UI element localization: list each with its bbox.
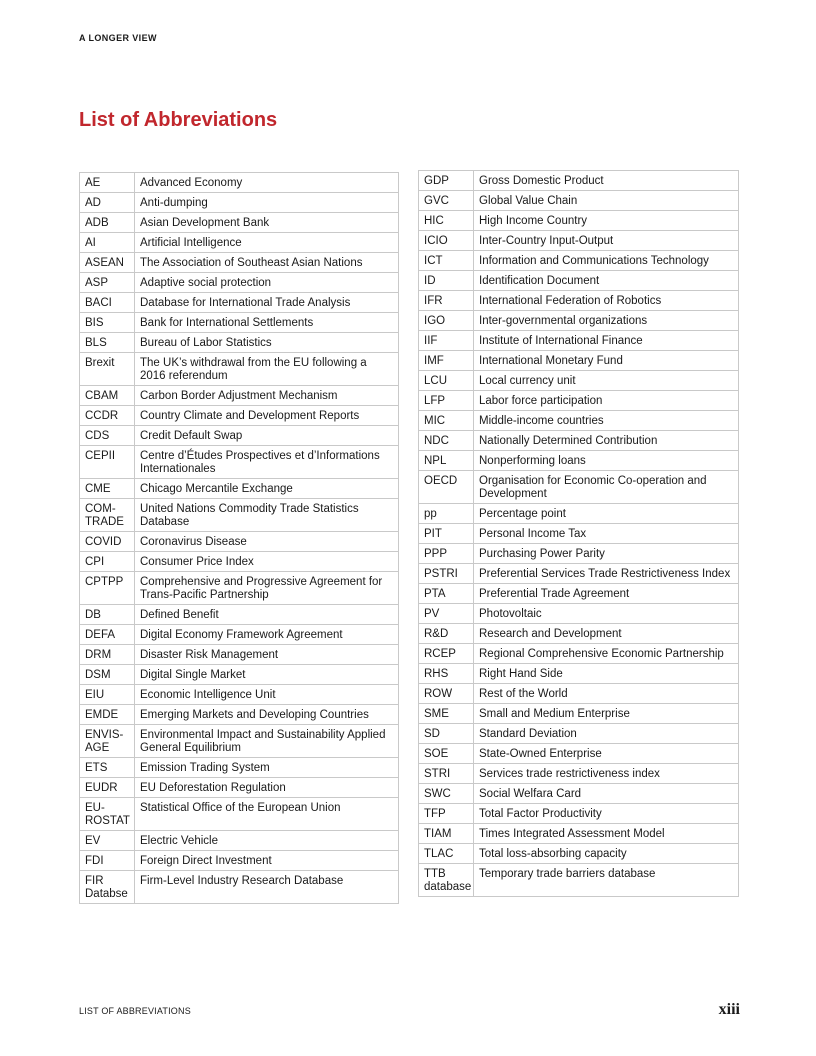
abbreviation-code: EUDR xyxy=(80,778,135,798)
abbreviation-code: PTA xyxy=(419,584,474,604)
abbreviation-row xyxy=(419,684,739,704)
abbreviation-term: United Nations Commodity Trade Statistics Database xyxy=(135,499,399,532)
abbreviation-code: ROW xyxy=(419,684,474,704)
abbreviation-term: International Federation of Robotics xyxy=(474,291,739,311)
page-title: List of Abbreviations xyxy=(79,109,278,131)
abbreviation-term: Consumer Price Index xyxy=(135,552,399,572)
abbreviation-row xyxy=(419,451,739,471)
abbreviation-term: Global Value Chain xyxy=(474,191,739,211)
abbreviation-term: Nonperforming loans xyxy=(474,451,739,471)
abbreviation-term: Chicago Mercantile Exchange xyxy=(135,479,399,499)
abbreviation-term: Database for International Trade Analysis xyxy=(135,293,399,313)
abbreviation-code: NDC xyxy=(419,431,474,451)
abbreviation-code: EIU xyxy=(80,685,135,705)
abbreviation-term: Environmental Impact and Sustainability Applied General Equilibrium xyxy=(135,725,399,758)
abbreviation-row xyxy=(419,211,739,231)
abbreviation-row xyxy=(419,624,739,644)
abbreviation-term: Services trade restrictiveness index xyxy=(474,764,739,784)
abbreviation-row xyxy=(80,173,399,193)
abbreviation-code: COVID xyxy=(80,532,135,552)
abbreviation-term: Photovoltaic xyxy=(474,604,739,624)
abbreviation-term: Research and Development xyxy=(474,624,739,644)
abbreviation-row xyxy=(419,824,739,844)
abbreviation-term: Total loss-absorbing capacity xyxy=(474,844,739,864)
abbreviation-row xyxy=(419,664,739,684)
abbreviation-term: Credit Default Swap xyxy=(135,426,399,446)
abbreviation-code: TFP xyxy=(419,804,474,824)
abbreviation-term: Electric Vehicle xyxy=(135,831,399,851)
abbreviation-code: DEFA xyxy=(80,625,135,645)
abbreviation-row xyxy=(419,644,739,664)
abbreviation-term: Gross Domestic Product xyxy=(474,171,739,191)
abbreviation-code: FIR Databse xyxy=(80,871,135,904)
abbreviation-term: Times Integrated Assessment Model xyxy=(474,824,739,844)
abbreviation-code: NPL xyxy=(419,451,474,471)
abbreviation-term: Disaster Risk Management xyxy=(135,645,399,665)
abbreviation-term: Emerging Markets and Developing Countries xyxy=(135,705,399,725)
abbreviations-table-left xyxy=(79,172,399,904)
abbreviation-row xyxy=(419,251,739,271)
abbreviation-row xyxy=(80,665,399,685)
abbreviation-term: Nationally Determined Contribution xyxy=(474,431,739,451)
abbreviation-row xyxy=(419,371,739,391)
abbreviation-row xyxy=(80,499,399,532)
abbreviation-term: State-Owned Enterprise xyxy=(474,744,739,764)
abbreviation-row xyxy=(419,351,739,371)
abbreviation-term: Percentage point xyxy=(474,504,739,524)
abbreviation-term: Asian Development Bank xyxy=(135,213,399,233)
abbreviation-row xyxy=(80,386,399,406)
abbreviation-term: Statistical Office of the European Union xyxy=(135,798,399,831)
abbreviation-code: IGO xyxy=(419,311,474,331)
abbreviation-term: Preferential Services Trade Restrictiveness Index xyxy=(474,564,739,584)
abbreviation-term: Country Climate and Development Reports xyxy=(135,406,399,426)
abbreviation-row xyxy=(80,705,399,725)
abbreviation-row xyxy=(419,564,739,584)
abbreviation-term: Labor force participation xyxy=(474,391,739,411)
abbreviation-row xyxy=(80,778,399,798)
abbreviation-row xyxy=(80,353,399,386)
abbreviation-row xyxy=(80,273,399,293)
abbreviation-code: SME xyxy=(419,704,474,724)
abbreviation-code: BACI xyxy=(80,293,135,313)
abbreviation-code: ASEAN xyxy=(80,253,135,273)
abbreviation-code: IFR xyxy=(419,291,474,311)
abbreviation-code: LFP xyxy=(419,391,474,411)
abbreviation-code: GDP xyxy=(419,171,474,191)
abbreviation-term: Small and Medium Enterprise xyxy=(474,704,739,724)
abbreviation-row xyxy=(419,864,739,897)
abbreviation-term: International Monetary Fund xyxy=(474,351,739,371)
running-header: A LONGER VIEW xyxy=(79,33,157,43)
abbreviation-row xyxy=(419,504,739,524)
abbreviation-row xyxy=(80,645,399,665)
abbreviation-term: Social Welfara Card xyxy=(474,784,739,804)
abbreviation-term: Inter-Country Input-Output xyxy=(474,231,739,251)
abbreviation-row xyxy=(80,552,399,572)
abbreviation-code: FDI xyxy=(80,851,135,871)
abbreviation-term: Regional Comprehensive Economic Partnership xyxy=(474,644,739,664)
abbreviation-term: Firm-Level Industry Research Database xyxy=(135,871,399,904)
abbreviation-row xyxy=(419,724,739,744)
abbreviation-code: SOE xyxy=(419,744,474,764)
abbreviation-row xyxy=(419,844,739,864)
abbreviation-code: EU-ROSTAT xyxy=(80,798,135,831)
abbreviation-row xyxy=(80,851,399,871)
abbreviation-term: The Association of Southeast Asian Nations xyxy=(135,253,399,273)
abbreviation-row xyxy=(419,311,739,331)
abbreviation-row xyxy=(80,313,399,333)
abbreviation-row xyxy=(419,231,739,251)
abbreviation-code: OECD xyxy=(419,471,474,504)
abbreviation-term: Economic Intelligence Unit xyxy=(135,685,399,705)
abbreviation-code: ICT xyxy=(419,251,474,271)
abbreviation-term: Coronavirus Disease xyxy=(135,532,399,552)
abbreviation-term: The UK’s withdrawal from the EU following a 2016 referendum xyxy=(135,353,399,386)
abbreviation-term: Carbon Border Adjustment Mechanism xyxy=(135,386,399,406)
abbreviation-code: BLS xyxy=(80,333,135,353)
abbreviation-code: SWC xyxy=(419,784,474,804)
abbreviation-row xyxy=(80,798,399,831)
abbreviation-code: CPTPP xyxy=(80,572,135,605)
abbreviation-term: Foreign Direct Investment xyxy=(135,851,399,871)
abbreviation-code: ENVIS-AGE xyxy=(80,725,135,758)
abbreviation-code: ASP xyxy=(80,273,135,293)
abbreviation-row xyxy=(419,471,739,504)
abbreviation-term: Centre d’Études Prospectives et d’Informations Internationales xyxy=(135,446,399,479)
abbreviation-code: PSTRI xyxy=(419,564,474,584)
abbreviation-row xyxy=(419,544,739,564)
abbreviation-row xyxy=(419,524,739,544)
abbreviation-code: HIC xyxy=(419,211,474,231)
abbreviation-term: Bank for International Settlements xyxy=(135,313,399,333)
abbreviation-code: IIF xyxy=(419,331,474,351)
abbreviation-row xyxy=(80,572,399,605)
abbreviation-code: ICIO xyxy=(419,231,474,251)
abbreviation-term: Advanced Economy xyxy=(135,173,399,193)
abbreviation-term: Adaptive social protection xyxy=(135,273,399,293)
abbreviation-term: EU Deforestation Regulation xyxy=(135,778,399,798)
abbreviation-code: AI xyxy=(80,233,135,253)
abbreviation-row xyxy=(80,532,399,552)
abbreviation-term: Anti-dumping xyxy=(135,193,399,213)
abbreviation-term: Rest of the World xyxy=(474,684,739,704)
abbreviation-term: Preferential Trade Agreement xyxy=(474,584,739,604)
abbreviation-row xyxy=(80,479,399,499)
abbreviation-term: Inter-governmental organizations xyxy=(474,311,739,331)
abbreviation-term: Digital Economy Framework Agreement xyxy=(135,625,399,645)
abbreviation-code: CPI xyxy=(80,552,135,572)
abbreviation-code: TTB database xyxy=(419,864,474,897)
page-number: xiii xyxy=(718,1001,740,1018)
abbreviation-code: TLAC xyxy=(419,844,474,864)
abbreviation-row xyxy=(419,764,739,784)
abbreviation-row xyxy=(80,213,399,233)
abbreviation-code: SD xyxy=(419,724,474,744)
abbreviation-row xyxy=(419,391,739,411)
abbreviation-code: EV xyxy=(80,831,135,851)
abbreviation-row xyxy=(419,171,739,191)
abbreviation-row xyxy=(419,191,739,211)
abbreviation-term: Information and Communications Technology xyxy=(474,251,739,271)
abbreviation-code: CEPII xyxy=(80,446,135,479)
abbreviation-code: EMDE xyxy=(80,705,135,725)
abbreviation-term: Identification Document xyxy=(474,271,739,291)
abbreviation-term: Personal Income Tax xyxy=(474,524,739,544)
abbreviation-term: Bureau of Labor Statistics xyxy=(135,333,399,353)
abbreviation-term: Right Hand Side xyxy=(474,664,739,684)
abbreviation-code: pp xyxy=(419,504,474,524)
abbreviation-row xyxy=(419,291,739,311)
abbreviation-code: TIAM xyxy=(419,824,474,844)
abbreviation-code: AE xyxy=(80,173,135,193)
abbreviation-code: ID xyxy=(419,271,474,291)
abbreviation-term: Digital Single Market xyxy=(135,665,399,685)
abbreviations-table-right xyxy=(418,170,739,897)
abbreviation-row xyxy=(80,625,399,645)
abbreviation-code: STRI xyxy=(419,764,474,784)
abbreviation-row xyxy=(80,293,399,313)
abbreviation-row xyxy=(419,604,739,624)
abbreviation-row xyxy=(80,725,399,758)
abbreviation-code: DB xyxy=(80,605,135,625)
abbreviation-code: LCU xyxy=(419,371,474,391)
abbreviation-code: PV xyxy=(419,604,474,624)
abbreviation-row xyxy=(80,406,399,426)
abbreviation-row xyxy=(80,426,399,446)
abbreviation-row xyxy=(80,831,399,851)
abbreviation-term: Comprehensive and Progressive Agreement for Trans-Pacific Partnership xyxy=(135,572,399,605)
abbreviation-term: High Income Country xyxy=(474,211,739,231)
abbreviation-term: Middle-income countries xyxy=(474,411,739,431)
abbreviation-term: Organisation for Economic Co-operation and Development xyxy=(474,471,739,504)
abbreviation-term: Total Factor Productivity xyxy=(474,804,739,824)
abbreviation-code: PIT xyxy=(419,524,474,544)
abbreviation-term: Temporary trade barriers database xyxy=(474,864,739,897)
abbreviation-code: CCDR xyxy=(80,406,135,426)
abbreviation-row xyxy=(80,233,399,253)
abbreviation-code: Brexit xyxy=(80,353,135,386)
abbreviation-row xyxy=(80,758,399,778)
abbreviation-code: CME xyxy=(80,479,135,499)
abbreviation-code: ETS xyxy=(80,758,135,778)
abbreviation-term: Emission Trading System xyxy=(135,758,399,778)
abbreviation-code: DRM xyxy=(80,645,135,665)
abbreviation-row xyxy=(419,271,739,291)
abbreviation-row xyxy=(419,704,739,724)
abbreviation-row xyxy=(419,331,739,351)
abbreviation-row xyxy=(419,784,739,804)
abbreviation-row xyxy=(419,804,739,824)
abbreviation-code: RHS xyxy=(419,664,474,684)
abbreviation-code: CBAM xyxy=(80,386,135,406)
abbreviation-code: BIS xyxy=(80,313,135,333)
abbreviation-row xyxy=(80,193,399,213)
abbreviation-term: Defined Benefit xyxy=(135,605,399,625)
abbreviation-code: PPP xyxy=(419,544,474,564)
abbreviation-term: Local currency unit xyxy=(474,371,739,391)
abbreviation-code: CDS xyxy=(80,426,135,446)
abbreviation-row xyxy=(80,333,399,353)
abbreviation-row xyxy=(80,685,399,705)
abbreviation-row xyxy=(80,605,399,625)
abbreviation-term: Purchasing Power Parity xyxy=(474,544,739,564)
abbreviation-code: R&D xyxy=(419,624,474,644)
abbreviation-term: Standard Deviation xyxy=(474,724,739,744)
abbreviation-row xyxy=(80,446,399,479)
abbreviation-code: MIC xyxy=(419,411,474,431)
abbreviation-code: AD xyxy=(80,193,135,213)
abbreviation-code: DSM xyxy=(80,665,135,685)
abbreviation-code: ADB xyxy=(80,213,135,233)
abbreviation-code: GVC xyxy=(419,191,474,211)
abbreviation-row xyxy=(419,411,739,431)
abbreviation-row xyxy=(80,253,399,273)
abbreviation-row xyxy=(80,871,399,904)
abbreviation-term: Artificial Intelligence xyxy=(135,233,399,253)
footer-section-label: LIST OF ABBREVIATIONS xyxy=(79,1006,191,1016)
abbreviation-code: RCEP xyxy=(419,644,474,664)
abbreviation-row xyxy=(419,584,739,604)
abbreviation-term: Institute of International Finance xyxy=(474,331,739,351)
abbreviation-row xyxy=(419,431,739,451)
abbreviation-code: COM-TRADE xyxy=(80,499,135,532)
abbreviation-code: IMF xyxy=(419,351,474,371)
abbreviation-row xyxy=(419,744,739,764)
